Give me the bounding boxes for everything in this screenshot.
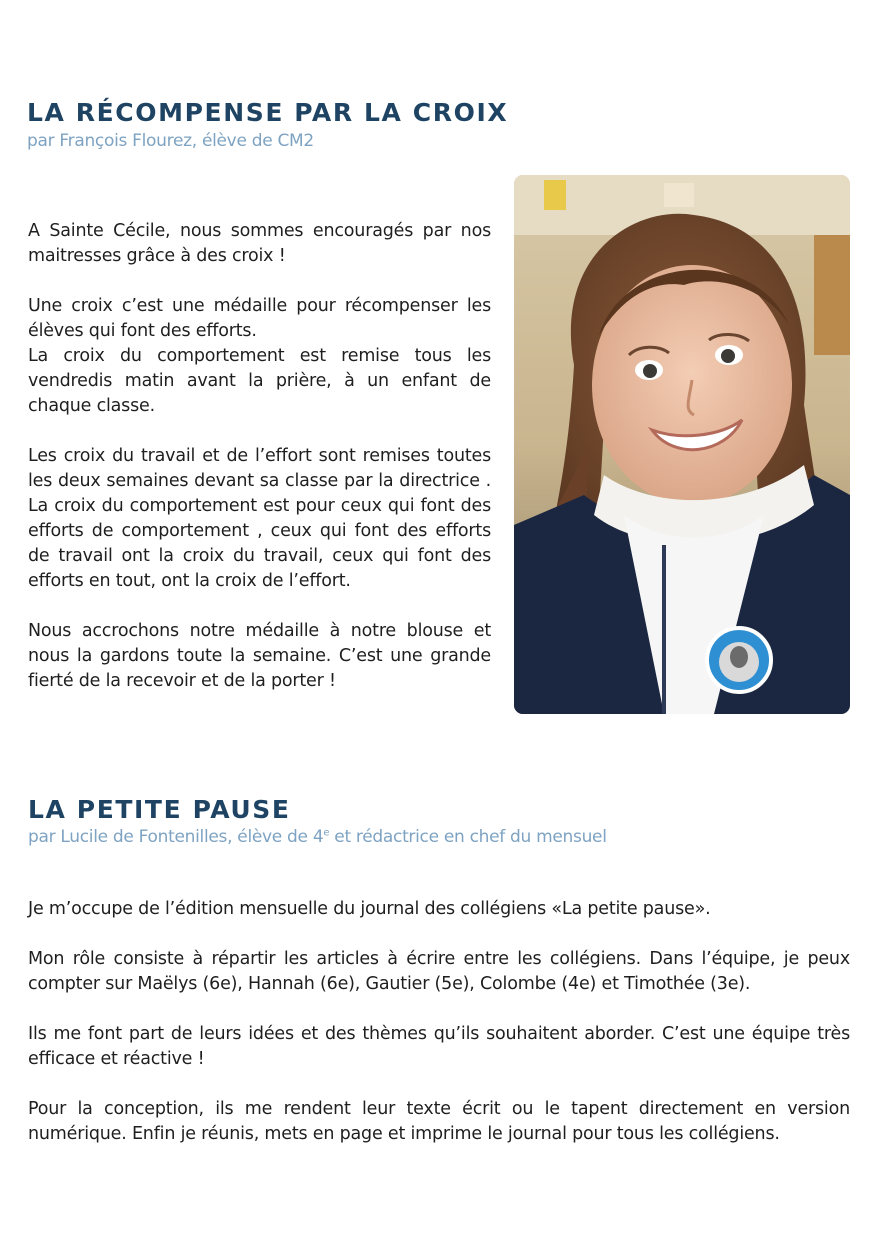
girl-with-medal-photo — [514, 175, 850, 714]
section1-paragraph-3: Les croix du travail et de l’effort sont remises toutes les deux semaines devant sa classe par la directrice . La croix du comportement est pour ceux qui font des efforts de comportement , ceux qui font des efforts de travail ont la croix du travail, ceux qui font des efforts en tout, ont la croix de l’effort. — [28, 446, 491, 591]
section2-title: LA PETITE PAUSE — [28, 795, 291, 824]
section2-paragraph-4: Pour la conception, ils me rendent leur texte écrit ou le tapent directement en version numérique. Enfin je réunis, mets en page et imprime le journal pour tous les collégiens. — [28, 1099, 850, 1144]
section1-body — [28, 219, 491, 719]
section1-byline: par François Flourez, élève de CM2 — [27, 131, 314, 151]
section1-paragraph-1: A Sainte Cécile, nous sommes encouragés par nos maitresses grâce à des croix ! — [28, 221, 491, 266]
section1-paragraph-4: Nous accrochons notre médaille à notre blouse et nous la gardons toute la semaine. C’est une grande fierté de la recevoir et de la porter ! — [28, 621, 491, 691]
section1-paragraph-2: Une croix c’est une médaille pour récompenser les élèves qui font des efforts. La croix du comportement est remise tous les vendredis matin avant la prière, à un enfant de chaque classe. — [28, 296, 491, 416]
section2-paragraph-2: Mon rôle consiste à répartir les articles à écrire entre les collégiens. Dans l’équipe, je peux compter sur Maëlys (6e), Hannah (6e), Gautier (5e), Colombe (4e) et Timothée (3e). — [28, 949, 850, 994]
section2-paragraph-3: Ils me font part de leurs idées et des thèmes qu’ils souhaitent aborder. C’est une équipe très efficace et réactive ! — [28, 1024, 850, 1069]
section1-title: LA RÉCOMPENSE PAR LA CROIX — [27, 98, 509, 127]
section2-body — [28, 897, 850, 1172]
section2-byline: par Lucile de Fontenilles, élève de 4e et rédactrice en chef du mensuel — [28, 827, 607, 847]
section2-paragraph-1: Je m’occupe de l’édition mensuelle du journal des collégiens «La petite pause». — [28, 899, 711, 919]
